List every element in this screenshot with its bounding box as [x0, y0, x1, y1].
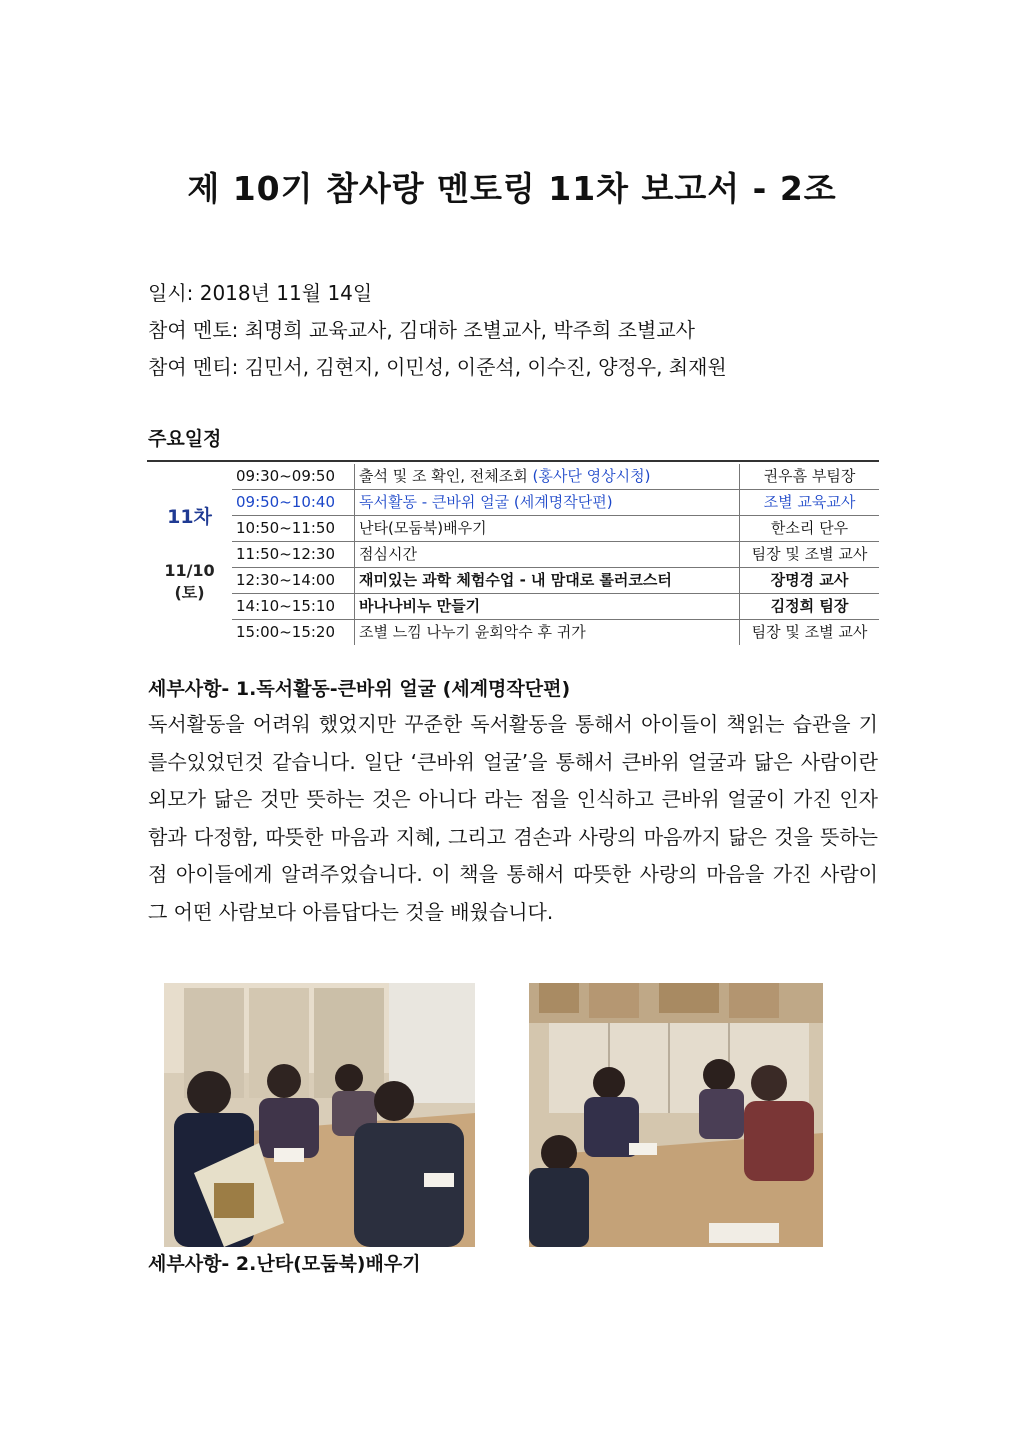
page-title: 제 10기 참사랑 멘토링 11차 보고서 - 2조 — [187, 169, 837, 208]
schedule-row — [232, 516, 879, 542]
schedule-person: 장명경 교사 — [770, 571, 849, 589]
reading-activity-photo-1 — [164, 983, 475, 1247]
schedule-person: 김정희 팀장 — [770, 597, 849, 615]
schedule-round-cell — [147, 462, 232, 640]
schedule-round: 11차 — [167, 506, 212, 528]
schedule-time: 15:00~15:20 — [232, 620, 355, 645]
schedule-time: 09:30~09:50 — [232, 464, 355, 489]
detail1-heading: 세부사항- 1.독서활동-큰바위 얼굴 (세계명작단편) — [148, 678, 571, 700]
detail2-heading: 세부사항- 2.난타(모둠북)배우기 — [148, 1253, 421, 1275]
schedule-activity: 독서활동 - 큰바위 얼굴 (세계명작단편) — [355, 490, 740, 515]
detail1-text: 독서활동을 어려워 했었지만 꾸준한 독서활동을 통해서 아이들이 책읽는 습관을 기를수있었던것 같습니다. 일단 ‘큰바위 얼굴’을 통해서 큰바위 얼굴과 닮은 사람이란 외모가 닮은 것만 뜻하는 것은 아니다 라는 점을 인식하고 큰바위 얼굴이 가진 인자함과 다정함, 따뜻한 마음과 지혜, 그리고 겸손과 사랑의 마음까지 닮은 것을 뜻하는 점 아이들에게 알려주었습니다. 이 책을 통해서 따뜻한 사랑의 마음을 가진 사람이 그 어떤 사람보다 아름답다는 것을 배웠습니다. — [148, 712, 878, 924]
info-date: 일시: 2018년 11월 14일 — [148, 281, 373, 305]
schedule-time: 12:30~14:00 — [232, 568, 355, 593]
schedule-person: 팀장 및 조별 교사 — [751, 623, 868, 641]
schedule-time: 09:50~10:40 — [232, 490, 355, 515]
schedule-activity-note: (홍사단 영상시청) — [532, 467, 651, 485]
schedule-activity: 재미있는 과학 체험수업 - 내 맘대로 롤러코스터 — [355, 568, 740, 593]
schedule-date-day: 11/10 — [164, 561, 215, 580]
schedule-activity-text: 출석 및 조 확인, 전체조회 — [359, 467, 533, 485]
schedule-activity: 점심시간 — [355, 542, 740, 567]
schedule-activity — [355, 464, 740, 489]
schedule-row — [232, 490, 879, 516]
schedule-person: 팀장 및 조별 교사 — [751, 545, 868, 563]
schedule-time: 14:10~15:10 — [232, 594, 355, 619]
schedule-date-weekday: (토) — [174, 583, 205, 602]
schedule-activity: 바나나비누 만들기 — [355, 594, 740, 619]
schedule-row — [232, 568, 879, 594]
schedule-activity: 조별 느낌 나누기 윤회악수 후 귀가 — [355, 620, 740, 645]
schedule-table — [147, 460, 879, 640]
schedule-time: 10:50~11:50 — [232, 516, 355, 541]
schedule-row — [232, 542, 879, 568]
schedule-row — [232, 620, 879, 645]
schedule-row — [232, 464, 879, 490]
schedule-person: 한소리 단우 — [770, 519, 849, 537]
reading-photo-2-illustration — [529, 983, 823, 1247]
schedule-person: 조별 교육교사 — [763, 493, 856, 511]
reading-activity-photo-2 — [529, 983, 823, 1247]
schedule-heading: 주요일정 — [148, 428, 222, 450]
schedule-rows — [232, 464, 879, 645]
schedule-activity: 난타(모둠북)배우기 — [355, 516, 740, 541]
schedule-time: 11:50~12:30 — [232, 542, 355, 567]
schedule-person: 권우흠 부팀장 — [763, 467, 856, 485]
schedule-date — [147, 560, 232, 604]
info-mentees: 참여 멘티: 김민서, 김현지, 이민성, 이준석, 이수진, 양정우, 최재원 — [148, 355, 727, 379]
schedule-row — [232, 594, 879, 620]
reading-photo-1-illustration — [164, 983, 475, 1247]
info-mentors: 참여 멘토: 최명희 교육교사, 김대하 조별교사, 박주희 조별교사 — [148, 318, 695, 342]
